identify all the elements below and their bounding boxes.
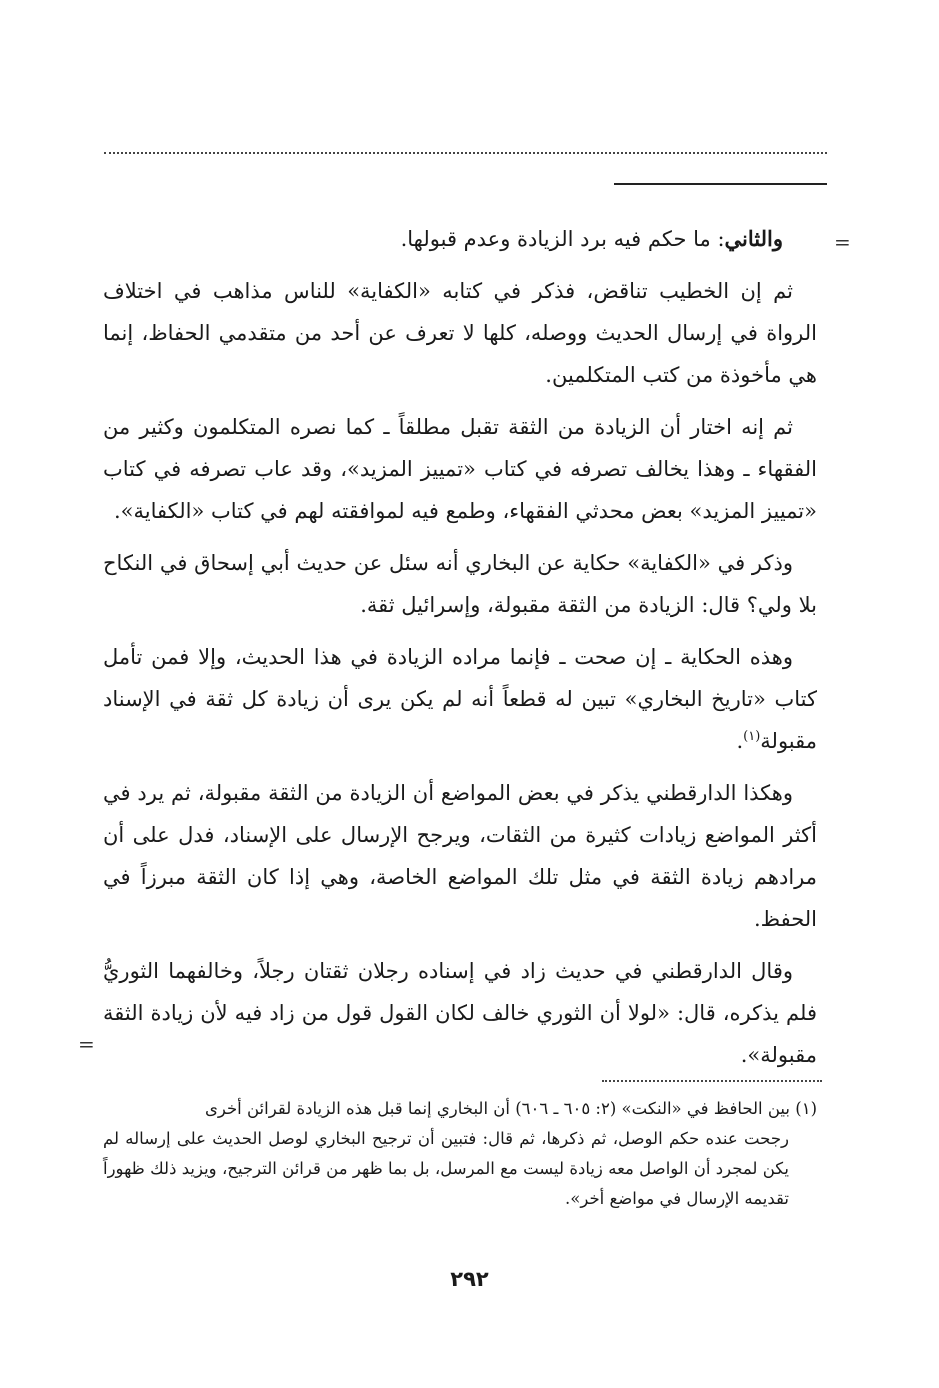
paragraph-1-text: : ما حكم فيه برد الزيادة وعدم قبولها. <box>400 227 725 251</box>
paragraph-3: ثم إنه اختار أن الزيادة من الثقة تقبل مطلقاً ـ كما نصره المتكلمون وكثير من الفقهاء ـ وهذا يخالف تصرفه في كتاب «تمييز المزيد»، وقد عاب تصرفه في كتاب «تمييز المزيد» بعض محدثي الفقهاء، وطمع فيه لموافقته لهم في كتاب «الكفاية». <box>103 415 817 523</box>
paragraph-2: ثم إن الخطيب تناقض، فذكر في كتابه «الكفاية» للناس مذاهب في اختلاف الرواة في إرسال الحديث ووصله، كلها لا تعرف عن أحد من متقدمي الحفاظ، إنما هي مأخوذة من كتب المتكلمين. <box>103 279 817 387</box>
paragraph-1 <box>103 218 807 260</box>
margin-mark-bottom: = <box>78 1032 95 1056</box>
paragraph-1-lead: والثاني <box>724 226 783 251</box>
paragraph-5-end: . <box>736 729 744 753</box>
main-text <box>103 218 817 1086</box>
footnote <box>103 1094 817 1214</box>
paragraph-4: وذكر في «الكفاية» حكاية عن البخاري أنه سئل عن حديث أبي إسحاق في النكاح بلا ولي؟ قال: الزيادة من الثقة مقبولة، وإسرائيل ثقة. <box>103 551 817 617</box>
paragraph-7: وقال الدارقطني في حديث زاد في إسناده رجلان ثقتان رجلاً، وخالفهما الثوريُّ فلم يذكره، قال: «لولا أن الثوري خالف لكان القول قول من زاد فيه لأن زيادة الثقة مقبولة». <box>103 959 817 1067</box>
page-number: ٢٩٢ <box>450 1267 489 1291</box>
paragraph-5-text: وهذه الحكاية ـ إن صحت ـ فإنما مراده الزيادة في هذا الحديث، وإلا فمن تأمل كتاب «تاريخ البخاري» تبين له قطعاً أنه لم يكن يرى أن زيادة كل ثقة في الإسناد مقبولة <box>103 645 817 753</box>
paragraph-6: وهكذا الدارقطني يذكر في بعض المواضع أن الزيادة من الثقة مقبولة، ثم يرد في أكثر المواضع زيادات كثيرة من الثقات، ويرجح الإرسال على الإسناد، فدل على أن مرادهم زيادة الثقة في مثل تلك المواضع الخاصة، وهي إذا كان الثقة مبرزاً في الحفظ. <box>103 781 817 931</box>
footnote-continuation: رجحت عنده حكم الوصل، ثم ذكرها، ثم قال: فتبين أن ترجيح البخاري لوصل الحديث على إرساله لم يكن لمجرد أن الواصل معه زيادة ليست مع المرسل، بل بما ظهر من قرائن الترجيح، ويزيد ذلك ظهوراً تقديمه الإرسال في مواضع أخر». <box>103 1129 789 1208</box>
footnote-reference[interactable]: (١) <box>743 729 761 744</box>
top-dotted-rule <box>104 152 827 154</box>
footnote-first-line: (١) بين الحافظ في «النكت» (٢: ٦٠٥ ـ ٦٠٦) أن البخاري إنما قبل هذه الزيادة لقرائن أخرى <box>204 1099 817 1118</box>
footnote-separator <box>602 1080 822 1082</box>
top-solid-rule <box>614 183 827 185</box>
margin-mark-top: = <box>834 230 851 254</box>
paragraph-5 <box>103 636 817 762</box>
